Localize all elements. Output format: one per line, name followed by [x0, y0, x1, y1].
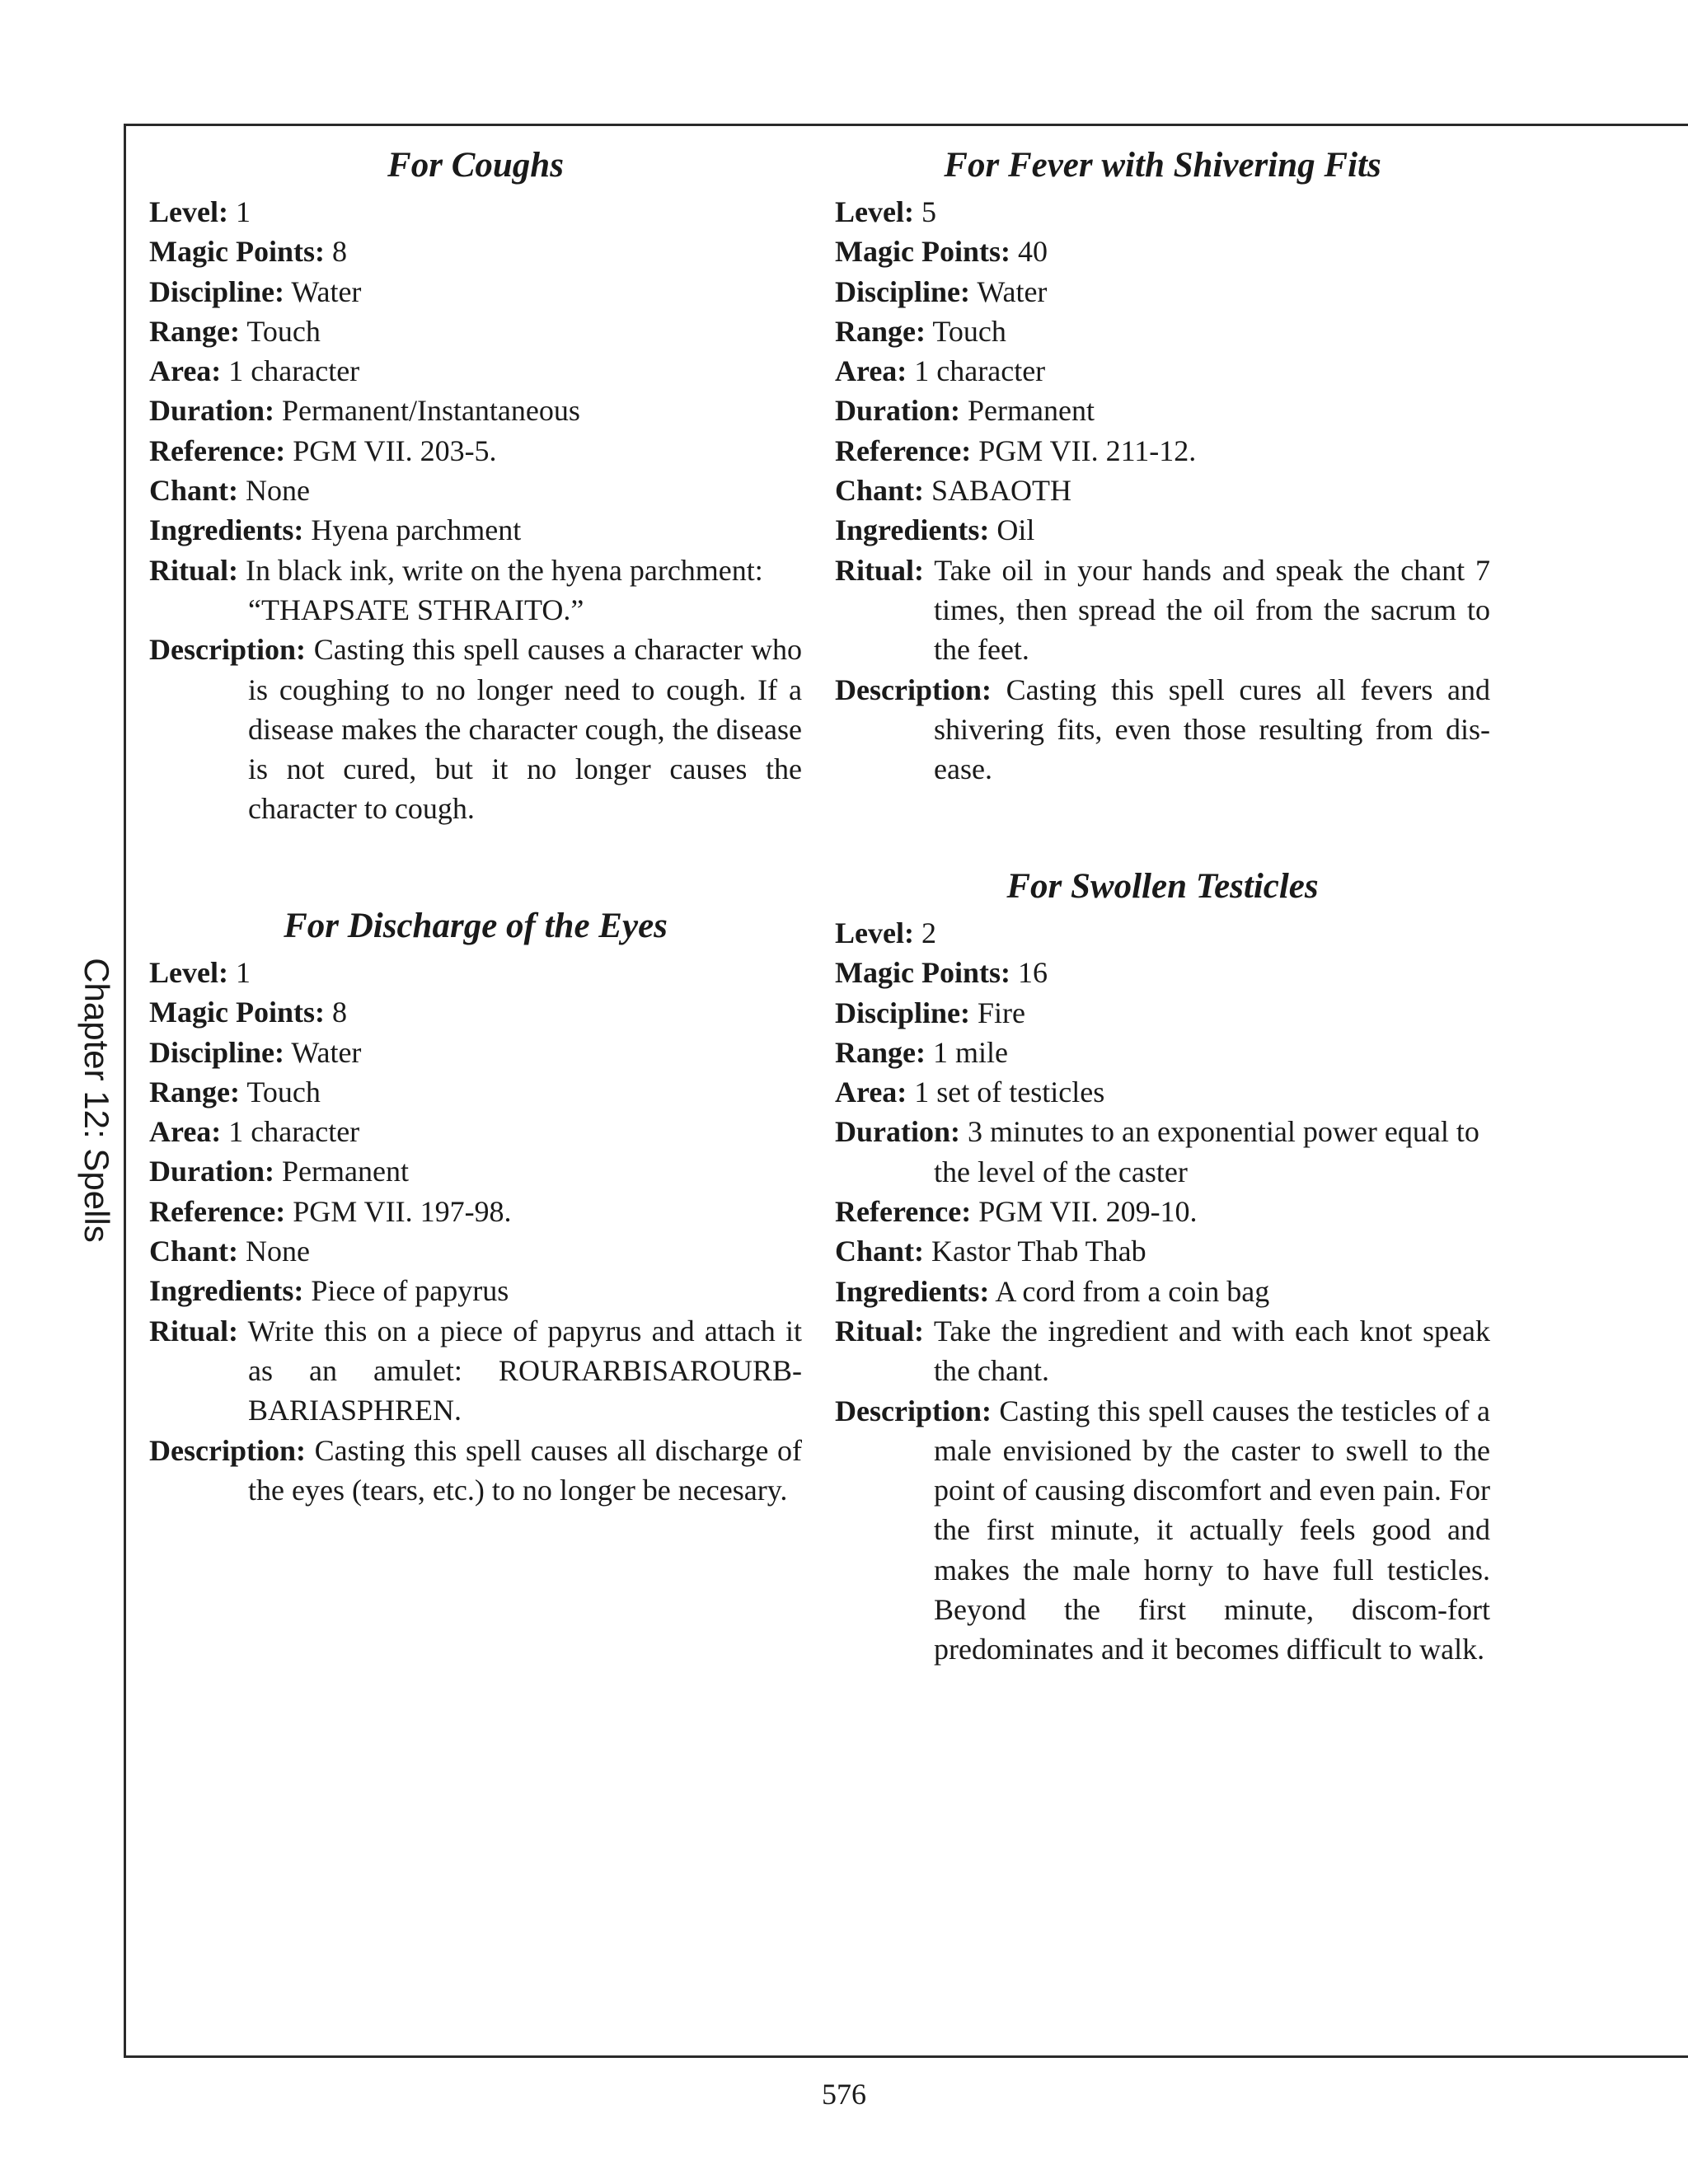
- spell-range: Range: Touch: [149, 314, 321, 348]
- spell-duration: Duration: Permanent/Instantaneous: [149, 394, 580, 428]
- spell-area: Area: 1 character: [149, 1115, 360, 1149]
- spell-magic-points: Magic Points: 8: [149, 996, 347, 1029]
- spell-range: Range: 1 mile: [835, 1035, 1008, 1069]
- spell-duration: Duration: 3 minutes to an exponential power equal to the level of the caster: [835, 1115, 1479, 1188]
- spell-range: Range: Touch: [835, 314, 1006, 348]
- spell-chant: Chant: Kastor Thab Thab: [835, 1235, 1146, 1268]
- spell-level: Level: 5: [835, 195, 936, 228]
- spell-reference: Reference: PGM VII. 203-5.: [149, 434, 497, 467]
- spell-block-swollen-testicles: [835, 865, 1490, 1670]
- spell-level: Level: 1: [149, 195, 251, 228]
- spell-title: For Coughs: [387, 146, 564, 185]
- spell-title: For Fever with Shivering Fits: [944, 146, 1381, 185]
- chapter-label: Chapter 12: Spells: [77, 958, 116, 1243]
- spell-chant: Chant: SABAOTH: [835, 474, 1072, 508]
- spell-level: Level: 2: [835, 916, 936, 949]
- spell-magic-points: Magic Points: 40: [835, 235, 1048, 269]
- spell-ritual: Ritual: In black ink, write on the hyena parchment: “THAPSATE STHRAITO.”: [149, 553, 763, 626]
- spell-discipline: Discipline: Water: [835, 274, 1048, 308]
- spell-description: Description: Casting this spell cures all fevers and shivering fits, even those resulting from dis-ease.: [835, 673, 1490, 786]
- spell-ingredients: Ingredients: A cord from a coin bag: [835, 1274, 1270, 1308]
- spell-ritual: Ritual: Take the ingredient and with each knot speak the chant.: [835, 1314, 1490, 1388]
- spell-ritual: Ritual: Write this on a piece of papyrus and attach it as an amulet: ROURARBISAROURB-BARIASPHREN.: [149, 1314, 802, 1427]
- spell-range: Range: Touch: [149, 1075, 321, 1108]
- spell-discipline: Discipline: Water: [149, 274, 362, 308]
- spell-reference: Reference: PGM VII. 197-98.: [149, 1194, 512, 1228]
- spell-duration: Duration: Permanent: [835, 394, 1095, 428]
- spell-magic-points: Magic Points: 16: [835, 956, 1048, 990]
- spell-title: For Swollen Testicles: [1006, 867, 1319, 906]
- spell-magic-points: Magic Points: 8: [149, 235, 347, 269]
- spell-chant: Chant: None: [149, 474, 311, 508]
- spell-ingredients: Ingredients: Piece of papyrus: [149, 1274, 509, 1308]
- spell-block-coughs: [149, 144, 802, 829]
- spell-description: Description: Casting this spell causes all discharge of the eyes (tears, etc.) to no longer be necesary.: [149, 1433, 802, 1507]
- spell-ingredients: Ingredients: Hyena parchment: [149, 513, 522, 547]
- spell-block-discharge-of-the-eyes: [149, 905, 802, 1510]
- spell-duration: Duration: Permanent: [149, 1155, 409, 1188]
- spell-area: Area: 1 character: [149, 354, 360, 388]
- spell-title: For Discharge of the Eyes: [284, 907, 668, 945]
- spell-ingredients: Ingredients: Oil: [835, 513, 1035, 547]
- spell-description: Description: Casting this spell causes a character who is coughing to no longer need to cough. If a disease makes the character cough, the disease is not cured, but it no longer causes the character to cough.: [149, 633, 803, 826]
- spell-reference: Reference: PGM VII. 211-12.: [835, 434, 1197, 467]
- spell-reference: Reference: PGM VII. 209-10.: [835, 1195, 1198, 1229]
- spell-level: Level: 1: [149, 956, 251, 989]
- page-number: 576: [822, 2078, 866, 2111]
- spell-block-fever-with-shivering-fits: [835, 144, 1490, 789]
- spell-description: Description: Casting this spell causes the testicles of a male envisioned by the caster to swell to the point of causing discomfort and even pain. For the first minute, it actually feels good and makes the male horny to have full testicles. Beyond the first minute, discom-fort predominates and it becomes difficult to walk.: [835, 1394, 1491, 1666]
- spell-ritual: Ritual: Take oil in your hands and speak the chant 7 times, then spread the oil from the sacrum to the feet.: [835, 553, 1490, 667]
- spell-area: Area: 1 character: [835, 354, 1046, 388]
- spell-chant: Chant: None: [149, 1235, 311, 1268]
- spell-discipline: Discipline: Fire: [835, 996, 1026, 1029]
- spell-discipline: Discipline: Water: [149, 1035, 362, 1069]
- spell-area: Area: 1 set of testicles: [835, 1076, 1105, 1109]
